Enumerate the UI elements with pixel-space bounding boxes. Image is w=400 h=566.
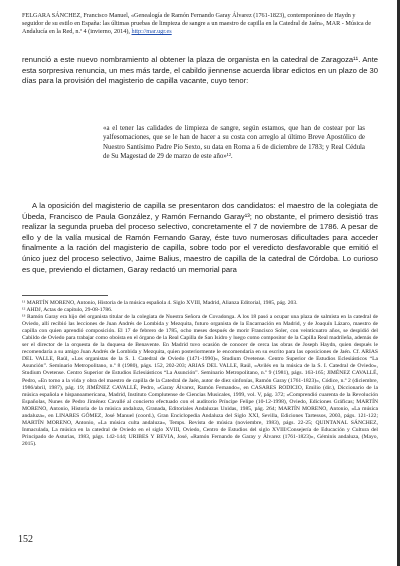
citation-text: FELGARA SÁNCHEZ, Francisco Manuel, «Genealogía de Ramón Fernando Garay Álvarez (1761-1823), contemporáneo de Haydn y seguidor de su estilo en España: las últimas pruebas de limpieza de sangre a un maestro de capilla en la Catedral de Jaén», MAR - Música de Andalucía en la Red, n.º 4 (invierno, 2014), xyxy=(22,12,371,36)
footnote: ¹³ Ramón Garay era hijo del organista titular de la colegiata de Nuestra Señora de Covadonga. A los 18 pasó a ocupar una plaza de salmista en la catedral de Oviedo, allí recibió las lecciones de Juan Andrés de Lombida y Mezquita, futuro organista de la Encarnación en Madrid, y de Joaquín Lázaro, maestro de capilla con quien aprendió composición. El 17 de febrero de 1785, ocho meses después de morir Francisco Soler, con veinticuatro años, se despidió del Cabildo de Oviedo para trabajar como oboísta en el órgano de la Real Capilla de San Isidro y luego como compositor de la Capilla Real madrileña, además de ser el director de la orquesta de la duquesa de Benavente. En Madrid tuvo ocasión de conocer de cerca las obras de Joseph Haydn, quien después le recomendaría a su amigo Juan Andrés de Lombida y Mezquita, quien posteriormente le encomendaría en su escrito para las oposiciones de Jaén. Cf. ARIAS DEL VALLE, Raúl, «Los organistas de la S. I. Catedral de Oviedo (1471-1990)», Studium Ovetense. Centro Superior de Estudios Eclesiásticos “La Asunción”. Seminario Metropolitano, n.º 8 (1980), págs. 152, 202-203; ARIAS DEL VALLE, Raúl, «Avilés en la música de la S. I. Catedral de Oviedo», Studium Ovetense. Centro Superior de Estudios Eclesiásticos “La Asunción”. Seminario Metropolitano, n.º 9 (1981), págs. 163-165; JIMÉNEZ CAVALLÉ, Pedro, «En torno a la vida y obra del maestro de capilla de la Catedral de Jaén, autor de diez sinfonías, Ramón Garay (1761-1823)», Códice, n.º 2 (diciembre, 1986/abril, 1987), pág. 19; JIMÉNEZ CAVALLÉ, Pedro, «Garay Álvarez, Ramón Fernando», en CASARES RODICIO, Emilio (dir.), Diccionario de la música española e hispanoamericana, Madrid, Instituto Complutense de Ciencias Musicales, 1999, vol. V, pág. 372; «Comprendió cuarenta de la Revolución Españolas, Nunes de Pedro Jiménez Cavallé al concierto efectuado con el auditorio Príncipe Felipe (10-12-1998), Oviedo, Ediciones Gráficas; MARTÍN MORENO, Antonio, Historia de la música andaluza, Granada, Editoriales Andaluzas Unidas, 1985, pág. 264; MARTÍN MORENO, Antonio, «La música andaluza», en LINARES GÓMEZ, José Manuel (coord.), Gran Enciclopedia Andaluza del Siglo XXI, Sevilla, Ediciones Tartessos, 2003, págs. 121-122; MARTÍN MORENO, Antonio, «La música culta andaluza», Temps. Revista de música (noviembre, 1983), págs. 22-25; QUINTANAL SÁNCHEZ, Inmaculada, La música en la catedral de Oviedo en el siglo XVIII, Oviedo, Centro de Estudios del siglo XVIII/Consejería de Educación y Cultura del Principado de Asturias, 1983, págs. 142-144; URIBES Y BEVIA, José, «Ramón Fernando de Garay y Álvarez (1761-1823)», Géminis andaluza, (Mayo, 2015). xyxy=(22,314,378,447)
footnote: ¹¹ MARTÍN MORENO, Antonio, Historia de la música española 4. Siglo XVIII, Madrid, Alianza Editorial, 1985, pág. 203. xyxy=(22,300,298,306)
footnote-separator xyxy=(22,295,108,296)
body-paragraph-2: A la oposición del magisterio de capilla se presentaron dos candidatos: el maestro de la colegiata de Úbeda, Francisco de Paula González, y Ramón Fernando Garay¹³; no obstante, el primero desistió tras realizar la segunda prueba del proceso selectivo, concretamente el 7 de noviembre de 1786. A pesar de ello y de la valía musical de Ramón Fernando Garay, éste tuvo numerosas dificultades para acceder finalmente a la ración del magisterio de capilla, sobre todo por el veredicto desfavorable que emitió el único juez del proceso selectivo, Jaime Balius, maestro de capilla de la catedral de Córdoba. Lo curioso es que, previendo el dictamen, Garay redactó un memorial para xyxy=(22,201,378,274)
source-link[interactable]: http://mar.ugr.es xyxy=(131,28,172,36)
block-quote: «a el tener las calidades de limpieza de sangre, según estamos, que han de costear por las yalfesomaciones, que se le han de hacer a su costa con arreglo al último Breve Apostólico de Nuestro Santísimo Padre Pío Sexto, su data en Roma a 6 de diciembre de 1783; y Real Cédula de Su Magestad de 29 de marzo de este año»¹². xyxy=(103,125,365,160)
page-number: 152 xyxy=(18,534,33,545)
body-paragraph-1: renunció a este nuevo nombramiento al obtener la plaza de organista en la catedral de Zaragoza¹¹. Ante esta sorpresiva renuncia, un mes más tarde, el cabildo jiennense acuerda librar edictos en un plazo de 30 días para la provisión del magisterio de capilla vacante, cuyo tenor: xyxy=(22,55,378,86)
footnote: ¹² AHDJ, Actas de capítulo, 29-08-1786. xyxy=(22,307,113,314)
footnotes xyxy=(22,300,378,448)
citation-header xyxy=(22,12,374,37)
